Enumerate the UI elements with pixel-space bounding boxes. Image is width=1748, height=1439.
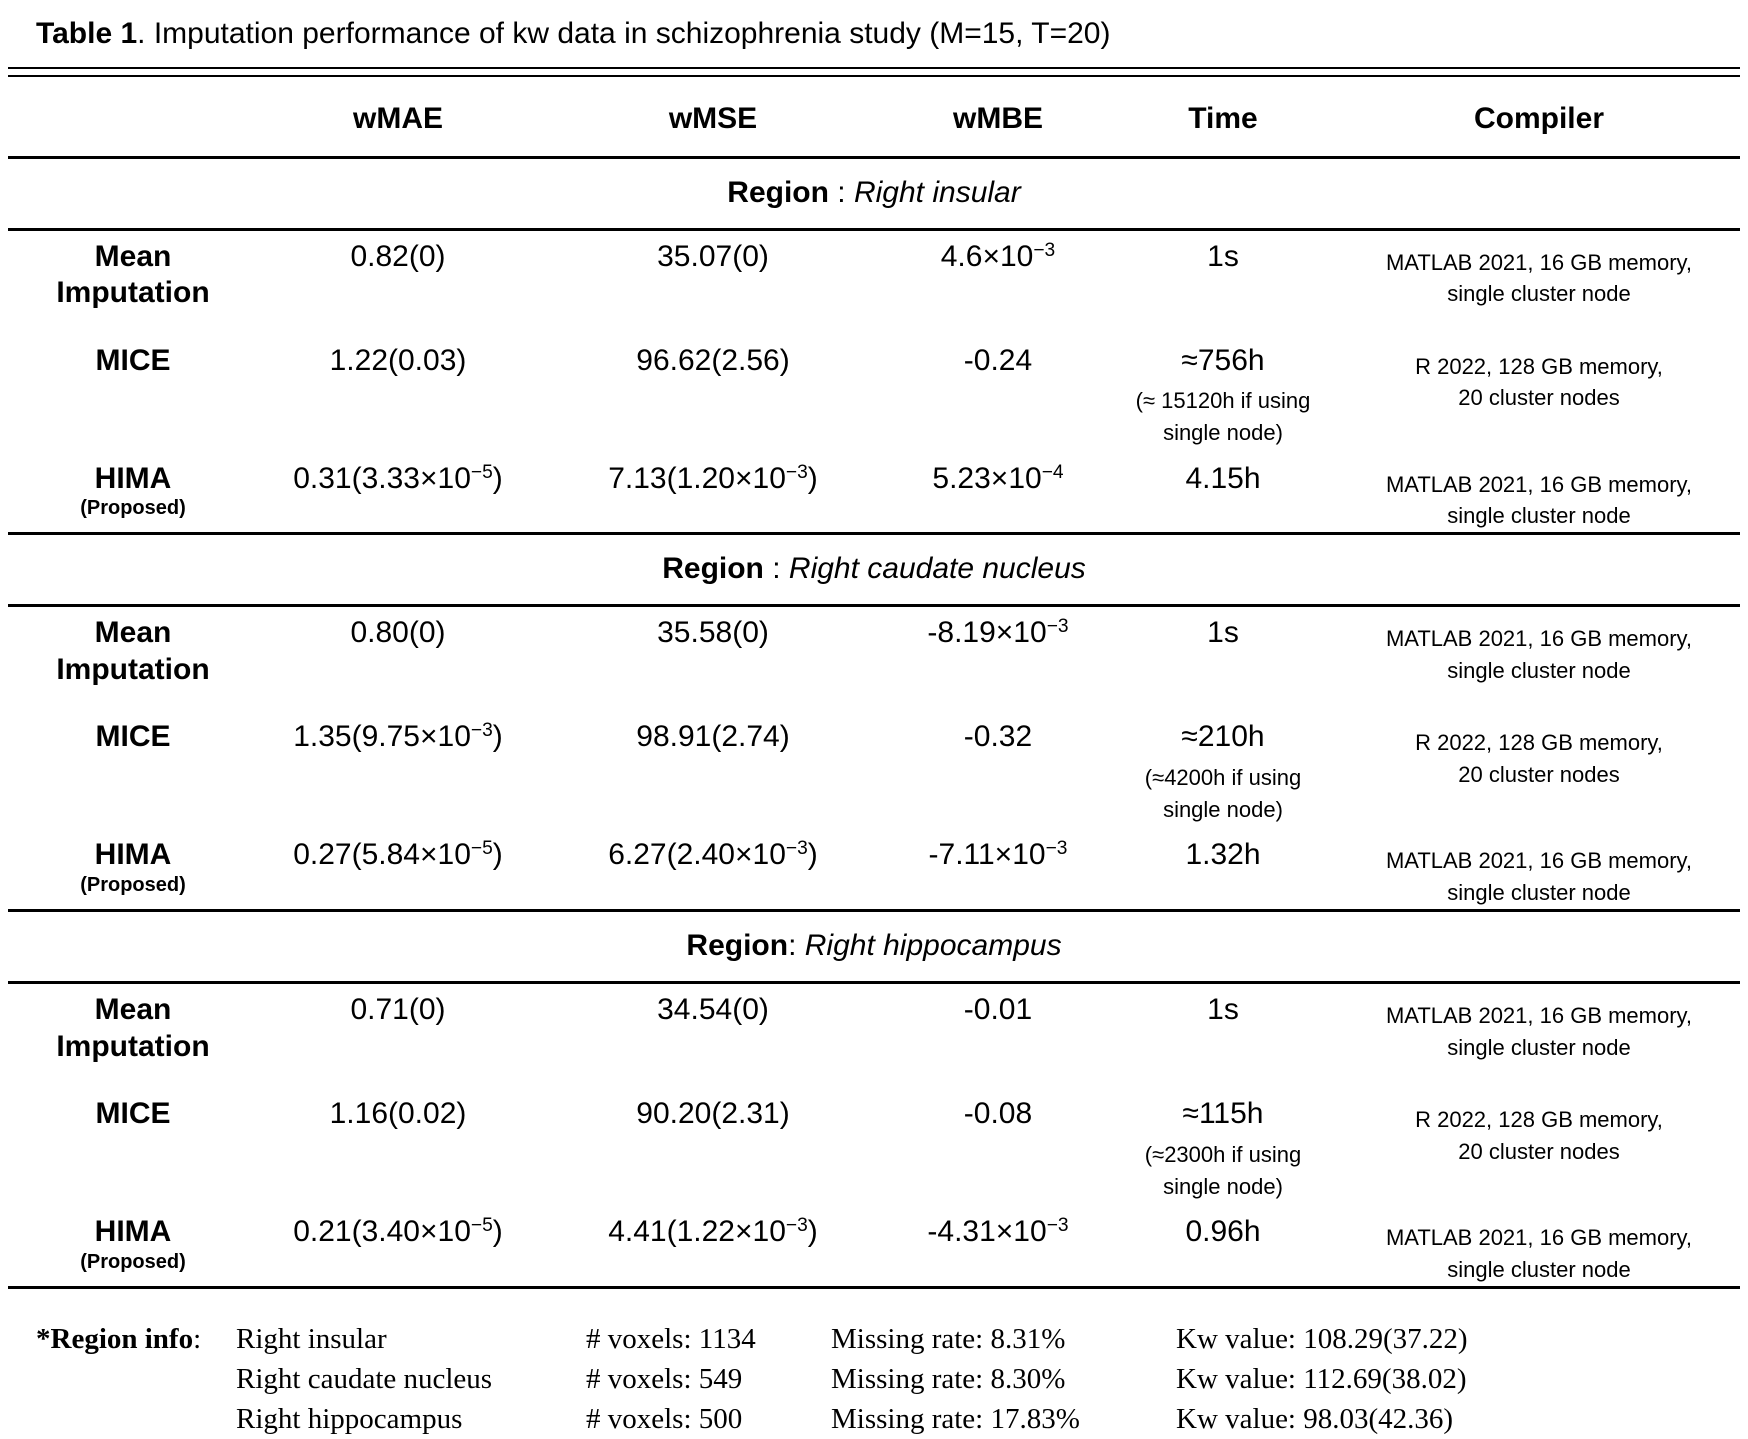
cell-compiler	[1338, 239, 1740, 335]
cell-wmbe	[888, 837, 1108, 909]
compiler-line1: MATLAB 2021, 16 GB memory,	[1385, 848, 1693, 874]
cell-wmbe	[888, 1214, 1108, 1286]
time-footnote	[1108, 762, 1338, 826]
compiler-line1: MATLAB 2021, 16 GB memory,	[1385, 471, 1693, 497]
cell-wmbe	[888, 343, 1108, 453]
region-separator: :	[763, 552, 789, 586]
value: 7.13(1.20×10	[608, 461, 786, 495]
row-sublabel: (Proposed)	[80, 873, 186, 896]
region-info-label-spacer	[36, 1399, 236, 1439]
value: 4.41(1.22×10	[608, 1215, 786, 1249]
cell-time	[1108, 1214, 1338, 1286]
region-info-kw-value: Kw value: 98.03(42.36)	[1176, 1402, 1454, 1435]
compiler-line1: R 2022, 128 GB memory,	[1415, 730, 1663, 756]
cell-wmae	[258, 615, 538, 711]
row-label-line1: Mean	[94, 616, 172, 650]
cell-time	[1108, 1096, 1338, 1206]
column-header-row	[8, 77, 1740, 156]
cell-wmae	[258, 343, 538, 453]
region-header-right-insular	[8, 159, 1740, 228]
cell-wmae	[258, 239, 538, 335]
row-label-line1: Mean	[94, 239, 172, 273]
row-label-line1: HIMA	[94, 461, 172, 495]
region-name: Right insular	[853, 175, 1021, 209]
cell-wmbe	[888, 719, 1108, 829]
column-header-compiler: Compiler	[1473, 102, 1605, 135]
value-exponent: −3	[470, 720, 493, 742]
value: -4.31×10	[927, 1215, 1047, 1249]
region-info-name: Right hippocampus	[236, 1402, 463, 1435]
region-info-name: Right insular	[236, 1322, 387, 1355]
table-row-mean-imputation	[8, 607, 1740, 711]
cell-time	[1108, 992, 1338, 1088]
cell-wmae	[258, 992, 538, 1088]
row-label-line1: MICE	[95, 1097, 171, 1131]
cell-time	[1108, 343, 1338, 453]
value-exponent: −3	[785, 461, 808, 483]
value: 5.23×10	[932, 461, 1042, 495]
table-row-mean-imputation	[8, 984, 1740, 1088]
time-value: 1s	[1207, 616, 1239, 650]
table-row-mice	[8, 1088, 1740, 1206]
value-exponent: −3	[785, 1215, 808, 1237]
compiler-line2: single cluster node	[1447, 281, 1631, 307]
region-info-label	[36, 1319, 236, 1359]
cell-wmse	[538, 1096, 888, 1206]
value: -0.32	[963, 720, 1033, 754]
row-label-line2: Imputation	[56, 652, 210, 686]
cell-compiler	[1338, 719, 1740, 829]
region-info-voxels: # voxels: 500	[586, 1402, 743, 1435]
region-info-voxels: # voxels: 549	[586, 1362, 743, 1395]
region-info-row	[36, 1319, 1740, 1359]
table-row-mice	[8, 335, 1740, 453]
row-label-line1: MICE	[95, 343, 171, 377]
region-info-row	[36, 1359, 1740, 1399]
table-caption	[8, 16, 1740, 52]
row-label	[8, 461, 258, 533]
value-exponent: −3	[1045, 838, 1068, 860]
value: 1.22(0.03)	[329, 343, 467, 377]
region-separator: :	[788, 929, 805, 963]
time-value: ≈115h	[1182, 1097, 1264, 1131]
value: 0.82(0)	[350, 239, 446, 273]
compiler-line1: R 2022, 128 GB memory,	[1415, 1107, 1663, 1133]
row-label	[8, 1214, 258, 1286]
compiler-line2: 20 cluster nodes	[1458, 385, 1620, 411]
cell-wmae	[258, 1214, 538, 1286]
value: 0.21(3.40×10	[293, 1215, 471, 1249]
region-info-name: Right caudate nucleus	[236, 1362, 493, 1395]
value: -0.01	[963, 993, 1033, 1027]
table-number: Table 1	[36, 17, 138, 50]
value: 35.07(0)	[657, 239, 769, 273]
column-header-wmse: wMSE	[668, 102, 758, 135]
cell-time	[1108, 615, 1338, 711]
compiler-line1: MATLAB 2021, 16 GB memory,	[1385, 626, 1693, 652]
region-label: Region	[686, 929, 789, 963]
compiler-line1: MATLAB 2021, 16 GB memory,	[1385, 249, 1693, 275]
table-caption-text: . Imputation performance of kw data in schizophrenia study (M=15, T=20)	[137, 17, 1111, 50]
compiler-line1: MATLAB 2021, 16 GB memory,	[1385, 1003, 1693, 1029]
value-tail: )	[492, 720, 503, 754]
cell-wmbe	[888, 992, 1108, 1088]
value-exponent: −3	[1046, 616, 1069, 638]
region-info-row	[36, 1399, 1740, 1439]
time-footnote-line1: (≈2300h if using	[1144, 1141, 1302, 1167]
time-footnote-line2: single node)	[1163, 796, 1283, 822]
compiler-line2: single cluster node	[1447, 1035, 1631, 1061]
region-info-missing-rate: Missing rate: 8.31%	[831, 1322, 1066, 1355]
double-rule-divider	[8, 67, 1740, 77]
value: 4.6×10	[940, 239, 1034, 273]
region-info-voxels: # voxels: 1134	[586, 1322, 756, 1355]
region-info-footnote	[8, 1319, 1740, 1439]
region-info-kw-value: Kw value: 112.69(38.02)	[1176, 1362, 1467, 1395]
time-footnote	[1108, 385, 1338, 449]
time-value: ≈756h	[1181, 343, 1265, 377]
value: 0.71(0)	[350, 993, 446, 1027]
cell-compiler	[1338, 461, 1740, 533]
value-tail: )	[492, 461, 503, 495]
region-label: Region	[662, 552, 764, 586]
row-label	[8, 719, 258, 829]
value-tail: )	[492, 838, 503, 872]
value-exponent: −5	[470, 461, 493, 483]
cell-wmbe	[888, 239, 1108, 335]
value: -0.08	[963, 1097, 1033, 1131]
column-header-wmbe: wMBE	[953, 102, 1043, 135]
value: 96.62(2.56)	[636, 343, 790, 377]
region-header-right-hippocampus	[8, 912, 1740, 981]
compiler-line2: single cluster node	[1447, 880, 1631, 906]
region-info-label-spacer	[36, 1359, 236, 1399]
row-label	[8, 239, 258, 335]
cell-time	[1108, 837, 1338, 909]
cell-compiler	[1338, 343, 1740, 453]
cell-compiler	[1338, 615, 1740, 711]
value-exponent: −5	[470, 1215, 493, 1237]
region-info-kw-value: Kw value: 108.29(37.22)	[1176, 1322, 1468, 1355]
row-sublabel: (Proposed)	[80, 1250, 186, 1273]
compiler-line2: 20 cluster nodes	[1458, 1139, 1620, 1165]
row-label-line2: Imputation	[56, 276, 210, 310]
cell-wmse	[538, 239, 888, 335]
region-info-colon: :	[193, 1322, 202, 1355]
region-name: Right hippocampus	[804, 929, 1062, 963]
time-value: 1s	[1207, 239, 1239, 273]
row-label-line1: Mean	[94, 993, 172, 1027]
region-header-right-caudate-nucleus	[8, 535, 1740, 604]
time-footnote-line2: single node)	[1163, 420, 1283, 446]
region-info-missing-rate: Missing rate: 17.83%	[831, 1402, 1080, 1435]
row-label-line1: MICE	[95, 720, 171, 754]
value-exponent: −3	[1046, 1215, 1069, 1237]
column-header-wmae: wMAE	[353, 102, 443, 135]
value-exponent: −3	[1033, 239, 1056, 261]
column-header-time: Time	[1188, 102, 1258, 135]
value-exponent: −4	[1041, 461, 1064, 483]
cell-wmse	[538, 837, 888, 909]
compiler-line2: single cluster node	[1447, 503, 1631, 529]
value-tail: )	[807, 838, 818, 872]
row-label-line1: HIMA	[94, 1215, 172, 1249]
time-value: 1s	[1207, 993, 1239, 1027]
row-label-line2: Imputation	[56, 1029, 210, 1063]
value: 0.27(5.84×10	[293, 838, 471, 872]
region-label: Region	[727, 175, 829, 209]
row-label	[8, 343, 258, 453]
compiler-line2: 20 cluster nodes	[1458, 762, 1620, 788]
value: -7.11×10	[928, 838, 1046, 872]
value: 6.27(2.40×10	[608, 838, 786, 872]
row-label	[8, 837, 258, 909]
cell-wmbe	[888, 1096, 1108, 1206]
region-info-missing-rate: Missing rate: 8.30%	[831, 1362, 1066, 1395]
value: 1.35(9.75×10	[293, 720, 471, 754]
time-value: 1.32h	[1185, 838, 1261, 872]
value: 0.80(0)	[350, 616, 446, 650]
value: 0.31(3.33×10	[293, 461, 471, 495]
cell-wmbe	[888, 461, 1108, 533]
cell-compiler	[1338, 1096, 1740, 1206]
cell-wmae	[258, 461, 538, 533]
compiler-line2: single cluster node	[1447, 658, 1631, 684]
time-footnote-line1: (≈4200h if using	[1144, 764, 1302, 790]
cell-wmae	[258, 837, 538, 909]
value: 34.54(0)	[657, 993, 769, 1027]
row-label-line1: HIMA	[94, 838, 172, 872]
cell-wmse	[538, 1214, 888, 1286]
cell-wmse	[538, 461, 888, 533]
value-tail: )	[492, 1215, 503, 1249]
cell-wmse	[538, 343, 888, 453]
row-label	[8, 615, 258, 711]
time-footnote-line1: (≈ 15120h if using	[1135, 388, 1311, 414]
value: 1.16(0.02)	[329, 1097, 467, 1131]
column-header-empty	[8, 101, 258, 138]
table-row-hima	[8, 453, 1740, 533]
table-row-mean-imputation	[8, 231, 1740, 335]
region-info-label-text: *Region info	[36, 1322, 194, 1355]
region-name: Right caudate nucleus	[788, 552, 1086, 586]
cell-wmse	[538, 992, 888, 1088]
time-value: ≈210h	[1181, 720, 1265, 754]
value: 90.20(2.31)	[636, 1097, 790, 1131]
value: -0.24	[963, 343, 1033, 377]
row-label	[8, 1096, 258, 1206]
cell-wmbe	[888, 615, 1108, 711]
value: -8.19×10	[927, 616, 1047, 650]
time-footnote	[1108, 1139, 1338, 1203]
cell-compiler	[1338, 837, 1740, 909]
cell-wmse	[538, 719, 888, 829]
value: 98.91(2.74)	[636, 720, 790, 754]
cell-wmae	[258, 719, 538, 829]
table-row-hima	[8, 829, 1740, 909]
value-tail: )	[807, 1215, 818, 1249]
time-value: 0.96h	[1185, 1215, 1261, 1249]
table-row-mice	[8, 711, 1740, 829]
value-exponent: −5	[470, 838, 493, 860]
time-footnote-line2: single node)	[1163, 1173, 1283, 1199]
value: 35.58(0)	[657, 616, 769, 650]
cell-time	[1108, 719, 1338, 829]
table-row-hima	[8, 1206, 1740, 1286]
value-tail: )	[807, 461, 818, 495]
time-value: 4.15h	[1185, 461, 1261, 495]
compiler-line1: R 2022, 128 GB memory,	[1415, 353, 1663, 379]
cell-wmae	[258, 1096, 538, 1206]
cell-time	[1108, 239, 1338, 335]
cell-time	[1108, 461, 1338, 533]
row-sublabel: (Proposed)	[80, 497, 186, 520]
cell-compiler	[1338, 992, 1740, 1088]
row-label	[8, 992, 258, 1088]
compiler-line2: single cluster node	[1447, 1257, 1631, 1283]
cell-compiler	[1338, 1214, 1740, 1286]
compiler-line1: MATLAB 2021, 16 GB memory,	[1385, 1225, 1693, 1251]
region-separator: :	[828, 175, 854, 209]
divider	[8, 1286, 1740, 1289]
value-exponent: −3	[785, 838, 808, 860]
cell-wmse	[538, 615, 888, 711]
